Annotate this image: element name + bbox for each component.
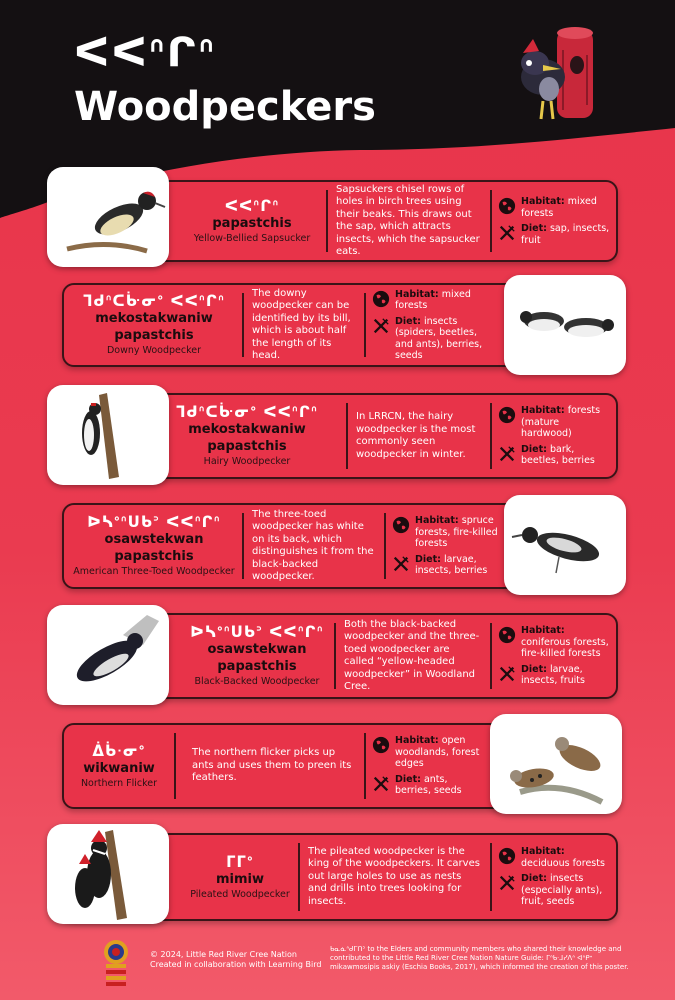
black-backed-woodpecker-illustration: [47, 605, 169, 705]
bird-description: The northern flicker picks up ants and uses them to preen its feathers.: [192, 747, 352, 784]
bird-cree-name: mekostakwaniw papastchis: [188, 422, 306, 454]
bird-english-name: Downy Woodpecker: [106, 345, 202, 356]
fork-knife-icon: [498, 224, 516, 242]
diet-value: larvae, insects, berries: [415, 553, 488, 577]
diet-label: Diet:: [395, 315, 421, 327]
bird-syllabics: ᐄᑳᐧᓂᐤ: [92, 741, 146, 760]
bird-english-name: Northern Flicker: [80, 777, 158, 789]
globe-icon: [392, 516, 410, 534]
bird-cree-name: mekostakwaniw papastchis: [95, 311, 213, 343]
habitat-label: Habitat:: [521, 625, 565, 637]
bird-syllabics: ᒥᒥᐤ: [226, 852, 254, 871]
divider: [174, 733, 176, 799]
bird-syllabics: ᐸᐸᐢᒋᐢ: [224, 196, 280, 215]
fork-knife-icon: [372, 317, 390, 335]
habitat-value: open woodlands, forest edges: [395, 735, 480, 770]
fork-knife-icon: [498, 874, 516, 892]
pileated-woodpecker-illustration: [47, 824, 169, 924]
diet-label: Diet:: [521, 443, 547, 455]
diet-label: Diet:: [415, 553, 441, 565]
habitat-value: spruce forests, fire-killed forests: [415, 515, 498, 550]
bird-photo: [490, 714, 622, 814]
three-toed-woodpecker-illustration: [504, 495, 626, 595]
bird-cree-name: papastchis: [212, 215, 292, 231]
hairy-woodpecker-illustration: [47, 385, 169, 485]
habitat-label: Habitat:: [521, 196, 565, 207]
bird-english-name: American Three-Toed Woodpecker: [73, 566, 235, 577]
copyright-text: © 2024, Little Red River Cree Nation: [150, 950, 297, 959]
downy-woodpecker-illustration: [504, 275, 626, 375]
fork-knife-icon: [372, 775, 390, 793]
globe-icon: [372, 736, 390, 754]
fork-knife-icon: [392, 555, 410, 573]
bird-description: Sapsuckers chisel rows of holes in birch trees using their beaks. This draws out the sap, which attracts insects, which the sapsucker eats.: [336, 183, 480, 257]
habitat-value: mixed forests: [521, 196, 597, 219]
habitat-value: coniferous forests, fire-killed forests: [521, 636, 609, 660]
bird-description: Both the black-backed woodpecker and the three-toed woodpecker are called “yellow-headed woodpecker” in Woodland Cree.: [344, 618, 480, 692]
habitat-label: Habitat:: [415, 515, 459, 527]
sapsucker-illustration: [47, 167, 169, 267]
diet-value: larvae, insects, fruits: [521, 663, 585, 687]
globe-icon: [372, 290, 390, 308]
bird-photo: [504, 495, 626, 595]
woodpecker-logo-icon: [505, 25, 615, 125]
habitat-label: Habitat:: [395, 288, 439, 300]
credit-text: Created in collaboration with Learning Bird: [150, 960, 322, 969]
crest-icon: [98, 938, 134, 988]
globe-icon: [498, 847, 516, 865]
bird-description: In LRRCN, the hairy woodpecker is the most commonly seen woodpecker in winter.: [356, 411, 476, 460]
bird-photo: [47, 167, 169, 267]
bird-english-name: Hairy Woodpecker: [203, 456, 291, 467]
bird-cree-name: osawstekwan papastchis: [207, 642, 307, 674]
bird-syllabics: ᐅᓴᐤᐢᑌᑲᐣ ᐸᐸᐢᒋᐢ: [190, 623, 324, 641]
page-title: Woodpeckers: [74, 84, 376, 130]
globe-icon: [498, 197, 516, 215]
fork-knife-icon: [498, 445, 516, 463]
diet-label: Diet:: [521, 663, 547, 675]
bird-cree-name: wikwaniw: [83, 760, 155, 776]
habitat-value: deciduous forests: [521, 857, 605, 869]
northern-flicker-illustration: [490, 714, 622, 814]
bird-description: The three-toed woodpecker has white on its back, which distinguishes it from the black-backed woodpecker.: [252, 508, 374, 582]
globe-icon: [498, 626, 516, 644]
bird-photo: [47, 605, 169, 705]
bird-photo: [47, 385, 169, 485]
bird-english-name: Yellow-Bellied Sapsucker: [193, 232, 311, 244]
habitat-value: forests (mature hardwood): [521, 405, 601, 440]
bird-syllabics: ᐅᓴᐤᐢᑌᑲᐣ ᐸᐸᐢᒋᐢ: [87, 513, 221, 531]
habitat-label: Habitat:: [395, 735, 439, 747]
acknowledgement-text: ᑲᓇᓈᐢᑯᒥᑎᐣ to the Elders and community members who shared their knowledge and contributed to the Little Red River Cree Nation Nature Guide: ᒥᐢᑲᐧᒧᓯᐱᐢ ᐊᐢᑭᕀ mikawmosipis askiy (Eschia Books, 2017), which informed the creation of this poster.: [330, 945, 629, 971]
habitat-label: Habitat:: [521, 846, 565, 858]
diet-label: Diet:: [521, 873, 547, 885]
diet-value: insects (spiders, beetles, and ants), berries, seeds: [395, 315, 483, 361]
footer-credits: [150, 950, 321, 970]
title-syllabics: ᐸᐸᐢᒋᐢ: [74, 30, 217, 76]
globe-icon: [498, 406, 516, 424]
bird-english-name: Pileated Woodpecker: [190, 888, 290, 900]
bird-english-name: Black-Backed Woodpecker: [194, 676, 320, 687]
bird-photo: [47, 824, 169, 924]
fork-knife-icon: [498, 665, 516, 683]
bird-syllabics: ᒣᑯᐢᑕᒁᓂᐤ ᐸᐸᐢᒋᐢ: [176, 403, 318, 421]
diet-value: ants, berries, seeds: [395, 773, 462, 797]
bird-cree-name: osawstekwan papastchis: [104, 532, 204, 564]
diet-value: insects (especially ants), fruit, seeds: [521, 873, 603, 908]
bird-cree-name: mimiw: [215, 871, 264, 887]
habitat-label: Habitat:: [521, 405, 565, 417]
diet-value: sap, insects, fruit: [521, 223, 610, 246]
diet-label: Diet:: [521, 223, 547, 234]
bird-syllabics: ᒣᑯᐢᑕᒁᓂᐤ ᐸᐸᐢᒋᐢ: [83, 292, 225, 310]
diet-value: bark, beetles, berries: [521, 443, 595, 467]
diet-label: Diet:: [395, 773, 421, 785]
bird-description: The downy woodpecker can be identified by its bill, which is about half the length of its head.: [252, 287, 351, 361]
bird-description: The pileated woodpecker is the king of the woodpeckers. It carves out large holes to use as nests and drills into trees looking for insects.: [308, 845, 480, 907]
habitat-value: mixed forests: [395, 288, 471, 311]
bird-photo: [504, 275, 626, 375]
